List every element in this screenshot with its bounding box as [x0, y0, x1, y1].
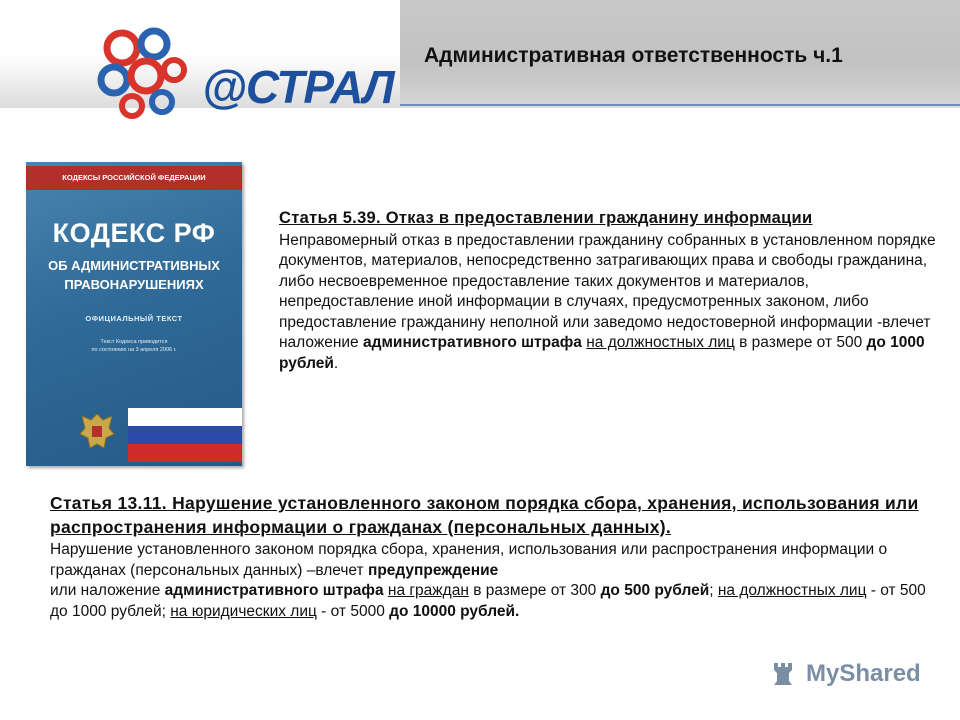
bold-text: до 1000 рублей — [279, 334, 925, 372]
body-text: в размере от 500 — [734, 334, 867, 351]
watermark-text: MyShared — [806, 660, 921, 687]
underlined-text: на граждан — [387, 582, 469, 599]
body-text: . — [333, 354, 339, 372]
body-text: или наложение — [50, 582, 165, 599]
coat-of-arms-icon — [76, 408, 118, 454]
book-note-line-2: по состоянию на 3 апреля 2006 г. — [91, 347, 177, 353]
book-title: КОДЕКС РФ — [52, 218, 216, 248]
page-title: Административная ответственность ч.1 — [424, 44, 843, 67]
chess-rook-icon — [768, 659, 798, 689]
book-note-line-1: Текст Кодекса приводится — [100, 339, 168, 345]
underlined-text: на должностных лиц — [717, 582, 867, 599]
book-cover-image — [26, 162, 242, 466]
astral-logo-icon — [92, 20, 192, 120]
article-13-11 — [50, 492, 940, 622]
article-heading: Статья 5.39. Отказ в предоставлении гражданину информации — [279, 209, 813, 227]
body-text: Нарушение установленного законом порядка сбора, хранения, использования или распространения информации о гражданах (персональных данных) –влечет — [50, 541, 888, 579]
article-heading: Статья 13.11. Нарушение установленного законом порядка сбора, хранения, использования или распространения информации о гражданах (персональных данных). — [50, 493, 919, 537]
article-body — [279, 231, 939, 375]
body-text: Неправомерный отказ в предоставлении гражданину собранных в установленном порядке документов, материалов, непосредственно затрагивающих права и свободы гражданина, либо несвоевременное предоставление таких документов и материалов, непредоставление иной информации в случаях, предусмотренных законом, либо предоставление гражданину неполной или заведомо недостоверной информации -влечет наложение — [279, 231, 936, 351]
body-text: - от 5000 — [316, 602, 390, 620]
bold-text: административного штрафа — [164, 582, 384, 599]
bold-text: административного штрафа — [362, 334, 582, 351]
book-title-line-2: ПРАВОНАРУШЕНИЯХ — [64, 277, 204, 292]
bold-text: до 10000 рублей. — [389, 602, 520, 620]
book-series-band: КОДЕКСЫ РОССИЙСКОЙ ФЕДЕРАЦИИ — [26, 166, 242, 190]
book-title-sub — [26, 256, 242, 294]
article-body — [50, 540, 940, 622]
underlined-text: на юридических лиц — [170, 602, 317, 620]
watermark — [766, 659, 936, 689]
body-text: ; — [709, 582, 718, 599]
book-title-line-1: ОБ АДМИНИСТРАТИВНЫХ — [48, 258, 220, 273]
article-5-39 — [279, 208, 939, 374]
russian-flag-icon — [128, 408, 242, 462]
book-edition-note — [66, 338, 202, 354]
logo-wordmark: @СТРАЛ — [202, 61, 394, 113]
underlined-text: на должностных лиц — [586, 334, 735, 351]
body-text: - от 500 до 1000 рублей; — [50, 582, 926, 620]
bold-text: предупреждение — [367, 561, 499, 579]
header-divider — [400, 104, 960, 106]
slide-header — [0, 0, 960, 113]
body-text: в размере от 300 — [468, 582, 601, 599]
bold-text: до 500 рублей — [600, 582, 710, 599]
book-official-text: ОФИЦИАЛЬНЫЙ ТЕКСТ — [85, 314, 183, 323]
